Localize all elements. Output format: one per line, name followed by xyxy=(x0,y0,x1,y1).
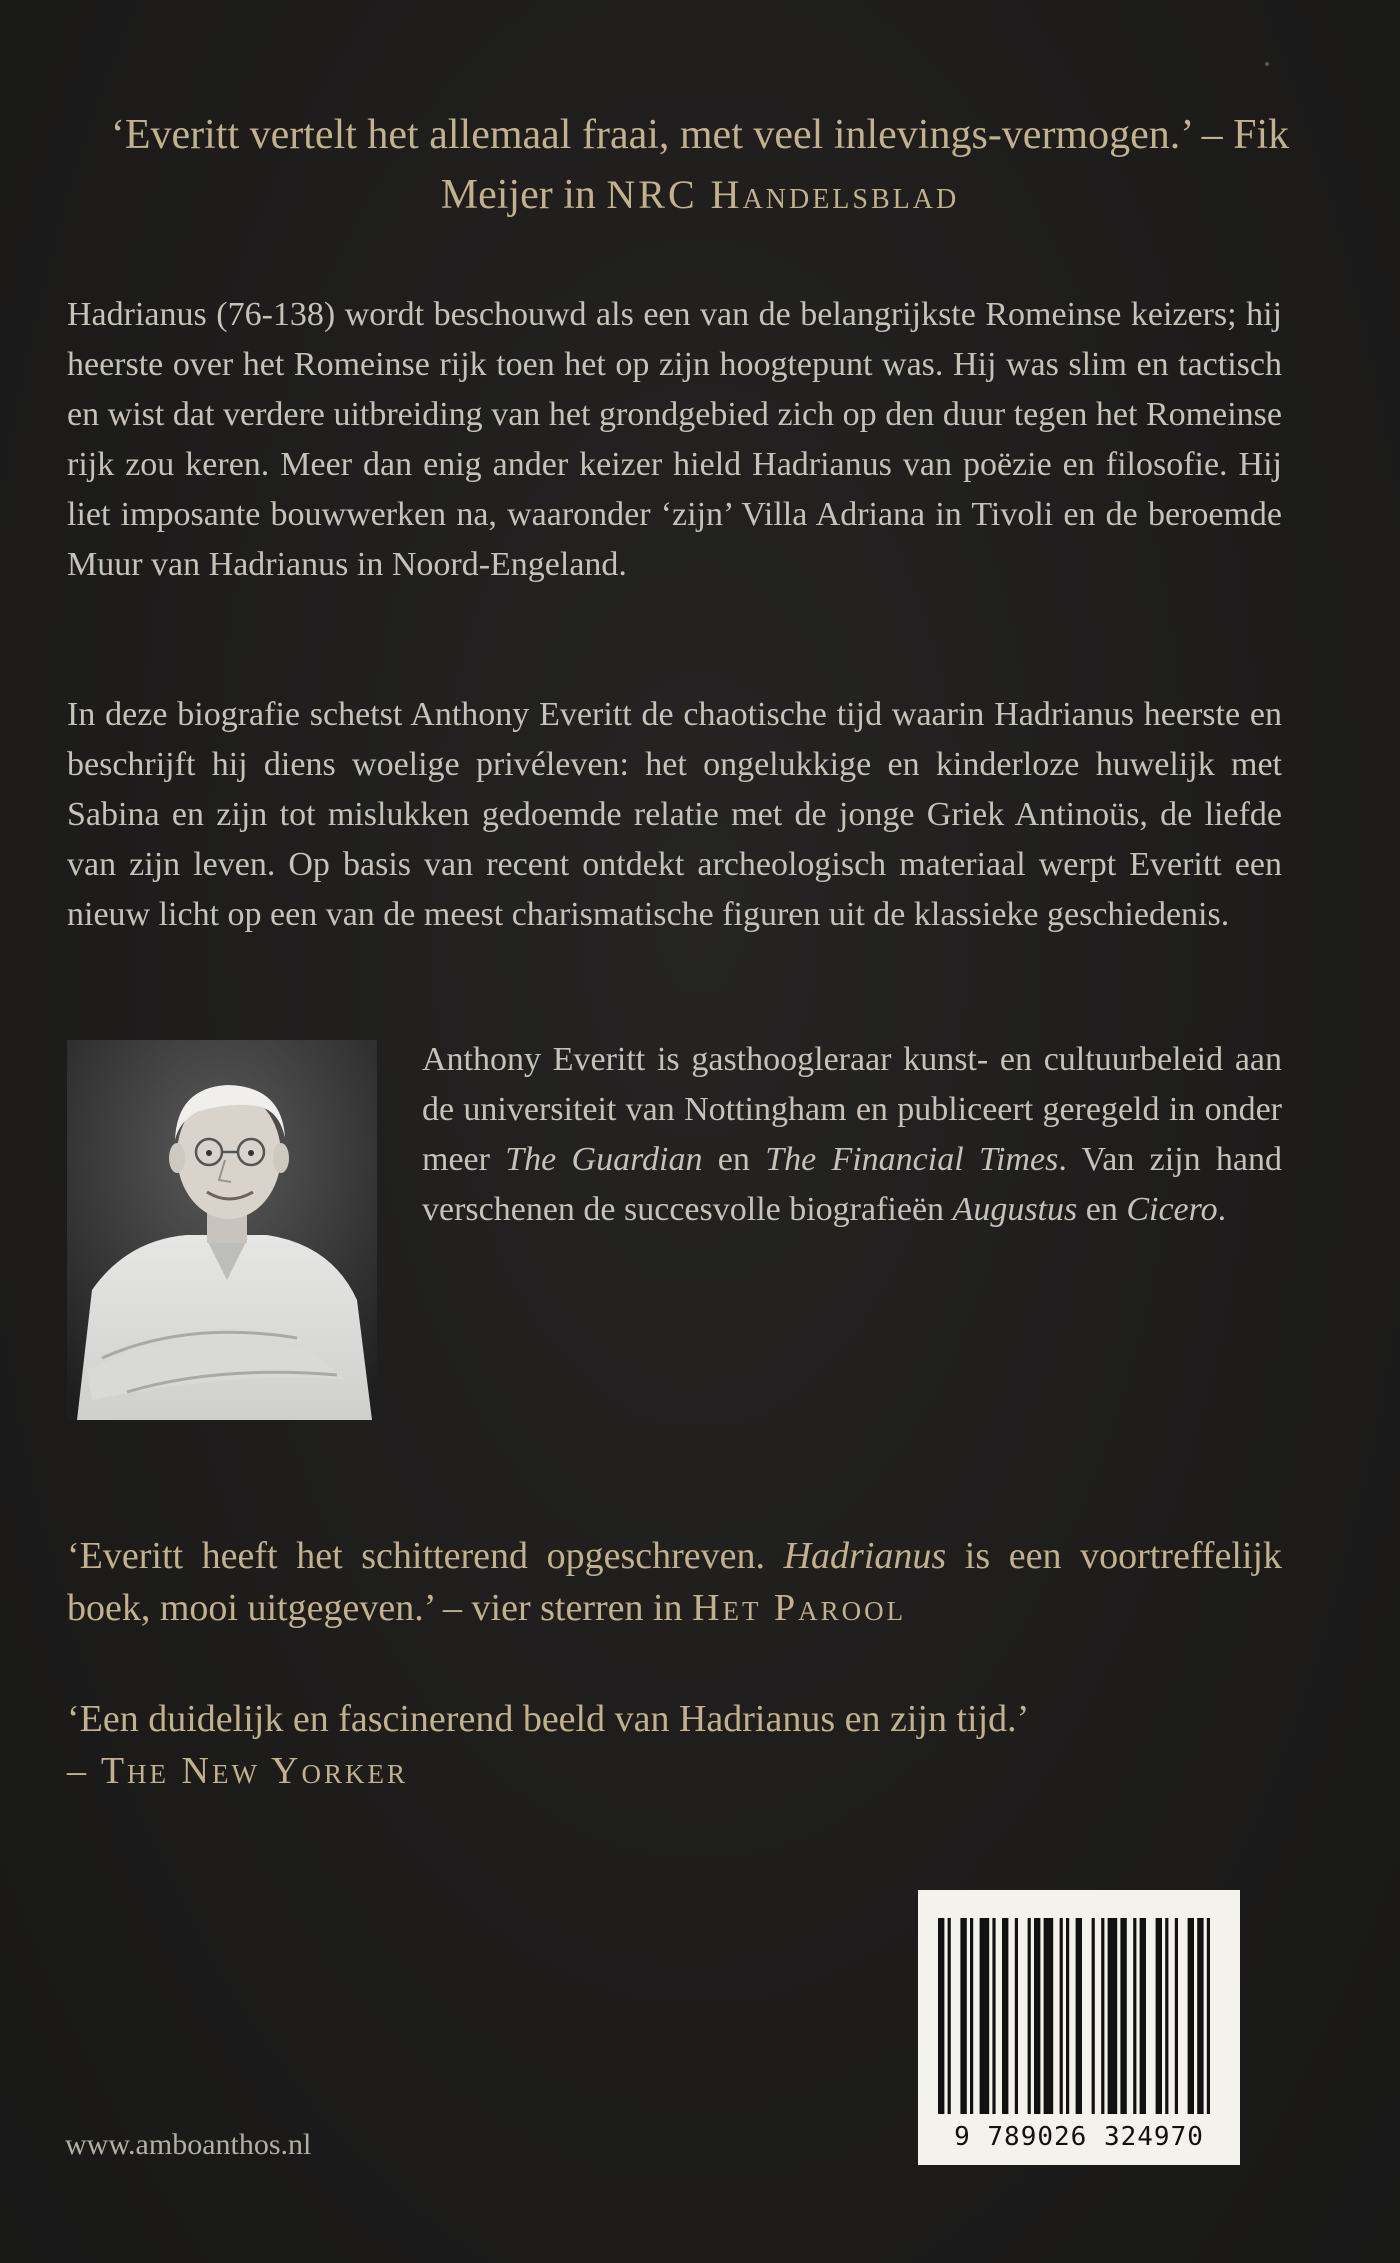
barcode-bar xyxy=(970,1918,973,2114)
barcode-bar xyxy=(1060,1918,1063,2114)
barcode-bars xyxy=(918,1890,1240,2122)
review-quote-new-yorker-source: – The New Yorker xyxy=(67,1750,408,1792)
review-quote-parool-source: Het Parool xyxy=(692,1587,907,1629)
barcode-bar xyxy=(1028,1918,1031,2114)
bio-pub1: The Guardian xyxy=(505,1141,703,1178)
barcode-bar xyxy=(992,1918,995,2114)
barcode-bar xyxy=(1066,1918,1069,2114)
bio-book2: Cicero xyxy=(1126,1191,1218,1228)
barcode-bar xyxy=(1207,1918,1210,2114)
bio-and1: en xyxy=(702,1141,766,1178)
quote-top-text: ‘Everitt vertelt het allemaal fraai, met veel inlevings-vermogen.’ – Fik Meijer in xyxy=(110,112,1290,218)
barcode xyxy=(918,1890,1240,2165)
speck xyxy=(1265,62,1269,66)
bio-and2: en xyxy=(1077,1191,1127,1228)
bio-part2: . Van zijn hand verschenen de succesvolle biografieën xyxy=(422,1141,1283,1228)
barcode-bar xyxy=(1015,1918,1018,2114)
review-quote-parool xyxy=(67,1530,1282,1634)
barcode-bar xyxy=(1165,1918,1168,2114)
barcode-bar xyxy=(1002,1918,1008,2114)
bio-book1: Augustus xyxy=(952,1191,1078,1228)
barcode-bar xyxy=(938,1918,944,2114)
barcode-bar xyxy=(1188,1918,1194,2114)
review-quote-parool-text2: is een voortreffelijk boek, mooi uitgegeven.’ – vier sterren in xyxy=(67,1535,1282,1629)
barcode-bar xyxy=(948,1918,951,2114)
barcode-bar xyxy=(1092,1918,1095,2114)
barcode-bar xyxy=(1120,1918,1126,2114)
publisher-website: www.amboanthos.nl xyxy=(65,2128,312,2161)
author-photo xyxy=(67,1040,377,1420)
review-quote-new-yorker-text: ‘Een duidelijk en fascinerend beeld van Hadrianus en zijn tijd.’ xyxy=(67,1698,1030,1740)
barcode-bar xyxy=(1044,1918,1054,2114)
description-paragraph-1: Hadrianus (76-138) wordt beschouwd als een van de belangrijkste Romeinse keizers; hij heerste over het Romeinse rijk toen het op zijn hoogtepunt was. Hij was slim en tactisch en wist dat verdere uitbreiding van het grondgebied zich op den duur tegen het Romeinse rijk zou keren. Meer dan enig ander keizer hield Hadrianus van poëzie en filosofie. Hij liet imposante bouwwerken na, waaronder ‘zijn’ Villa Adriana in Tivoli en de beroemde Muur van Hadrianus in Noord-Engeland. xyxy=(67,296,1282,583)
review-quote-parool-title: Hadrianus xyxy=(783,1535,947,1577)
barcode-bar xyxy=(980,1918,990,2114)
quote-top xyxy=(100,105,1300,225)
barcode-bar xyxy=(1101,1918,1104,2114)
barcode-bar xyxy=(960,1918,966,2114)
review-quote-new-yorker xyxy=(67,1693,1282,1797)
barcode-bar xyxy=(1197,1918,1203,2114)
barcode-bar xyxy=(1108,1918,1118,2114)
barcode-bar xyxy=(1076,1918,1082,2114)
barcode-bar xyxy=(1133,1918,1136,2114)
barcode-bar xyxy=(1156,1918,1162,2114)
bio-part1: Anthony Everitt is gasthoogleraar kunst- en cultuurbeleid aan de universiteit van Nottingham en publiceert geregeld in onder meer xyxy=(422,1041,1282,1178)
quote-top-source: NRC Handelsblad xyxy=(606,172,960,217)
bio-pub2: The Financial Times xyxy=(765,1141,1059,1178)
barcode-bar xyxy=(1140,1918,1146,2114)
bio-end: . xyxy=(1217,1191,1227,1228)
barcode-number: 9 789026 324970 xyxy=(954,2122,1204,2152)
barcode-bar xyxy=(1034,1918,1040,2114)
author-bio xyxy=(422,1035,1282,1235)
review-quote-parool-text1: ‘Everitt heeft het schitterend opgeschreven. xyxy=(67,1535,784,1577)
barcode-bar xyxy=(1175,1918,1178,2114)
description-paragraph-2: In deze biografie schetst Anthony Everitt de chaotische tijd waarin Hadrianus heerste en beschrijft hij diens woelige privéleven: het ongelukkige en kinderloze huwelijk met Sabina en zijn tot mislukken gedoemde relatie met de jonge Griek Antinoüs, de liefde van zijn leven. Op basis van recent ontdekt archeologisch materiaal werpt Everitt een nieuw licht op een van de meest charismatische figuren uit de klassieke geschiedenis. xyxy=(67,696,1282,933)
